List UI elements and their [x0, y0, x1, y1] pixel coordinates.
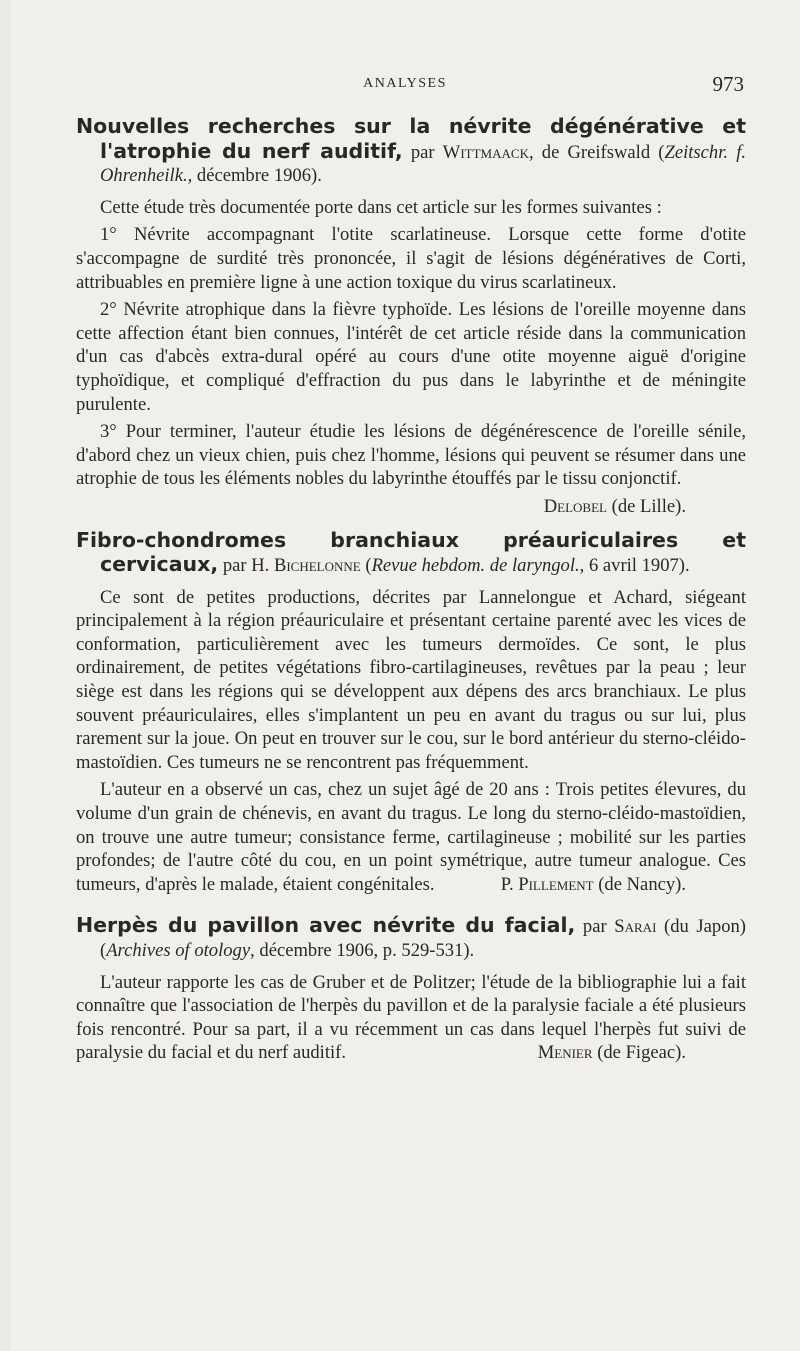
paragraph: [76, 778, 746, 896]
page-number: 973: [712, 72, 744, 96]
reference-end: , 6 avril 1907).: [579, 555, 690, 577]
article-title: Nouvelles recherches sur la névrite dégénérative et l'atrophie du nerf auditif,: [76, 114, 746, 163]
paragraph: [76, 971, 746, 1065]
paragraph-text: L'auteur rapporte les cas de Gruber et de Politzer; l'étude de la bibliographie lui a fait connaître que l'association de l'herpès du pavillon et de la paralysie faciale a été plusieurs fois rencontré. Pour sa part, il a vu récemment un cas dans lequel l'herpès fut suivi de paralysie du facial et du nerf auditif.: [76, 971, 746, 1064]
page-content: [76, 115, 746, 1075]
paragraph: 1° Névrite accompagnant l'otite scarlatineuse. Lorsque cette forme d'otite s'accompagne de surdité très prononcée, il s'agit de lésions dégénératives de Corti, attribuables en première ligne à une action toxique du virus scarlatineux.: [76, 224, 746, 293]
reviewer-signature: [477, 873, 686, 897]
reference-middle: (du Japon) (: [100, 916, 746, 961]
paragraph: Ce sont de petites productions, décrites par Lannelongue et Achard, siégeant principalement à la région préauriculaire et présentant certaine parenté avec les vices de conformation, particulièrement avec les tumeurs dermoïdes. Ce sont, le plus ordinairement, de petites végétations fibro-cartilagineuses, revêtues par la peau ; leur siège est dans les régions qui se développent aux dépens des arcs branchiaux. Le plus souvent préauriculaires, elles s'implantent un peu en avant du tragus ou sur lui, plus rarement sur la joue. On peut en trouver sur le cou, sur le bord antérieur du sterno-cléido-mastoïdien. Ces tumeurs ne se rencontrent pas fréquemment.: [76, 586, 746, 773]
reference-middle: , de Greifswald (: [528, 141, 665, 163]
paragraph-text: L'auteur en a observé un cas, chez un sujet âgé de 20 ans : Trois petites élevures, du volume d'un grain de chénevis, en avant du tragus. Le long du sterno-cléido-mastoïdien, on trouve une autre tumeur; consistance ferme, cartilagineuse ; mobilité sur les parties profondes; de l'autre côté du cou, en un point symétrique, autre tumeur analogue. Ces tumeurs, d'après le malade, étaient congénitales.: [76, 779, 746, 895]
book-page: [10, 0, 800, 1351]
reference-middle: (: [360, 555, 372, 577]
article-heading: [76, 115, 746, 188]
by-prefix: par: [582, 916, 607, 938]
article-sarai: [76, 914, 746, 1065]
article-bichelonne: [76, 529, 746, 901]
journal-name: Revue hebdom. de laryngol.: [371, 555, 580, 577]
author-name: Bichelonne: [273, 555, 361, 577]
author-name: Wittmaack: [442, 141, 529, 163]
reviewer-place: (de Figeac).: [592, 1042, 686, 1064]
reviewer-signature: [514, 1041, 686, 1065]
article-title: Herpès du pavillon avec névrite du facial,: [76, 913, 576, 938]
paragraph: 3° Pour terminer, l'auteur étudie les lésions de dégénérescence de l'oreille sénile, d'abord chez un vieux chien, puis chez l'homme, lésions qui peuvent se résumer dans une atrophie de tous les éléments nobles du labyrinthe étouffés par le tissu conjonctif.: [76, 421, 746, 490]
reviewer-place: (de Nancy).: [593, 873, 686, 895]
reviewer-name: Delobel: [543, 495, 607, 517]
reference-end: , décembre 1906, p. 529-531).: [250, 940, 475, 961]
author-name: Sarai: [614, 916, 657, 938]
reviewer-signature: [76, 495, 746, 519]
by-prefix: par: [410, 141, 435, 163]
reference-end: , décembre 1906).: [187, 165, 322, 187]
journal-name: Zeitschr. f. Ohrenheilk.: [100, 141, 747, 187]
running-title: ANALYSES: [363, 76, 447, 91]
reviewer-name: P. Pillement: [500, 873, 594, 895]
article-wittmaack: [76, 115, 746, 519]
by-prefix: par H.: [222, 555, 270, 577]
article-heading: [76, 529, 746, 578]
article-heading: [76, 914, 746, 962]
reviewer-name: Menier: [537, 1042, 593, 1064]
article-title: Fibro-chondromes branchiaux préauriculaires et cervicaux,: [76, 527, 746, 577]
reviewer-place: (de Lille).: [607, 495, 686, 517]
paragraph: 2° Névrite atrophique dans la fièvre typhoïde. Les lésions de l'oreille moyenne dans cette affection étant bien connues, l'intérêt de cet article réside dans la communication d'un cas d'abcès extra-dural opéré au cours d'une otite moyenne aiguë d'origine typhoïdique, et compliqué d'effraction du pus dans le labyrinthe et de méningite purulente.: [76, 299, 746, 415]
paragraph: Cette étude très documentée porte dans cet article sur les formes suivantes :: [100, 196, 662, 218]
journal-name: Archives of otology: [106, 940, 251, 961]
page-header: [10, 72, 800, 100]
